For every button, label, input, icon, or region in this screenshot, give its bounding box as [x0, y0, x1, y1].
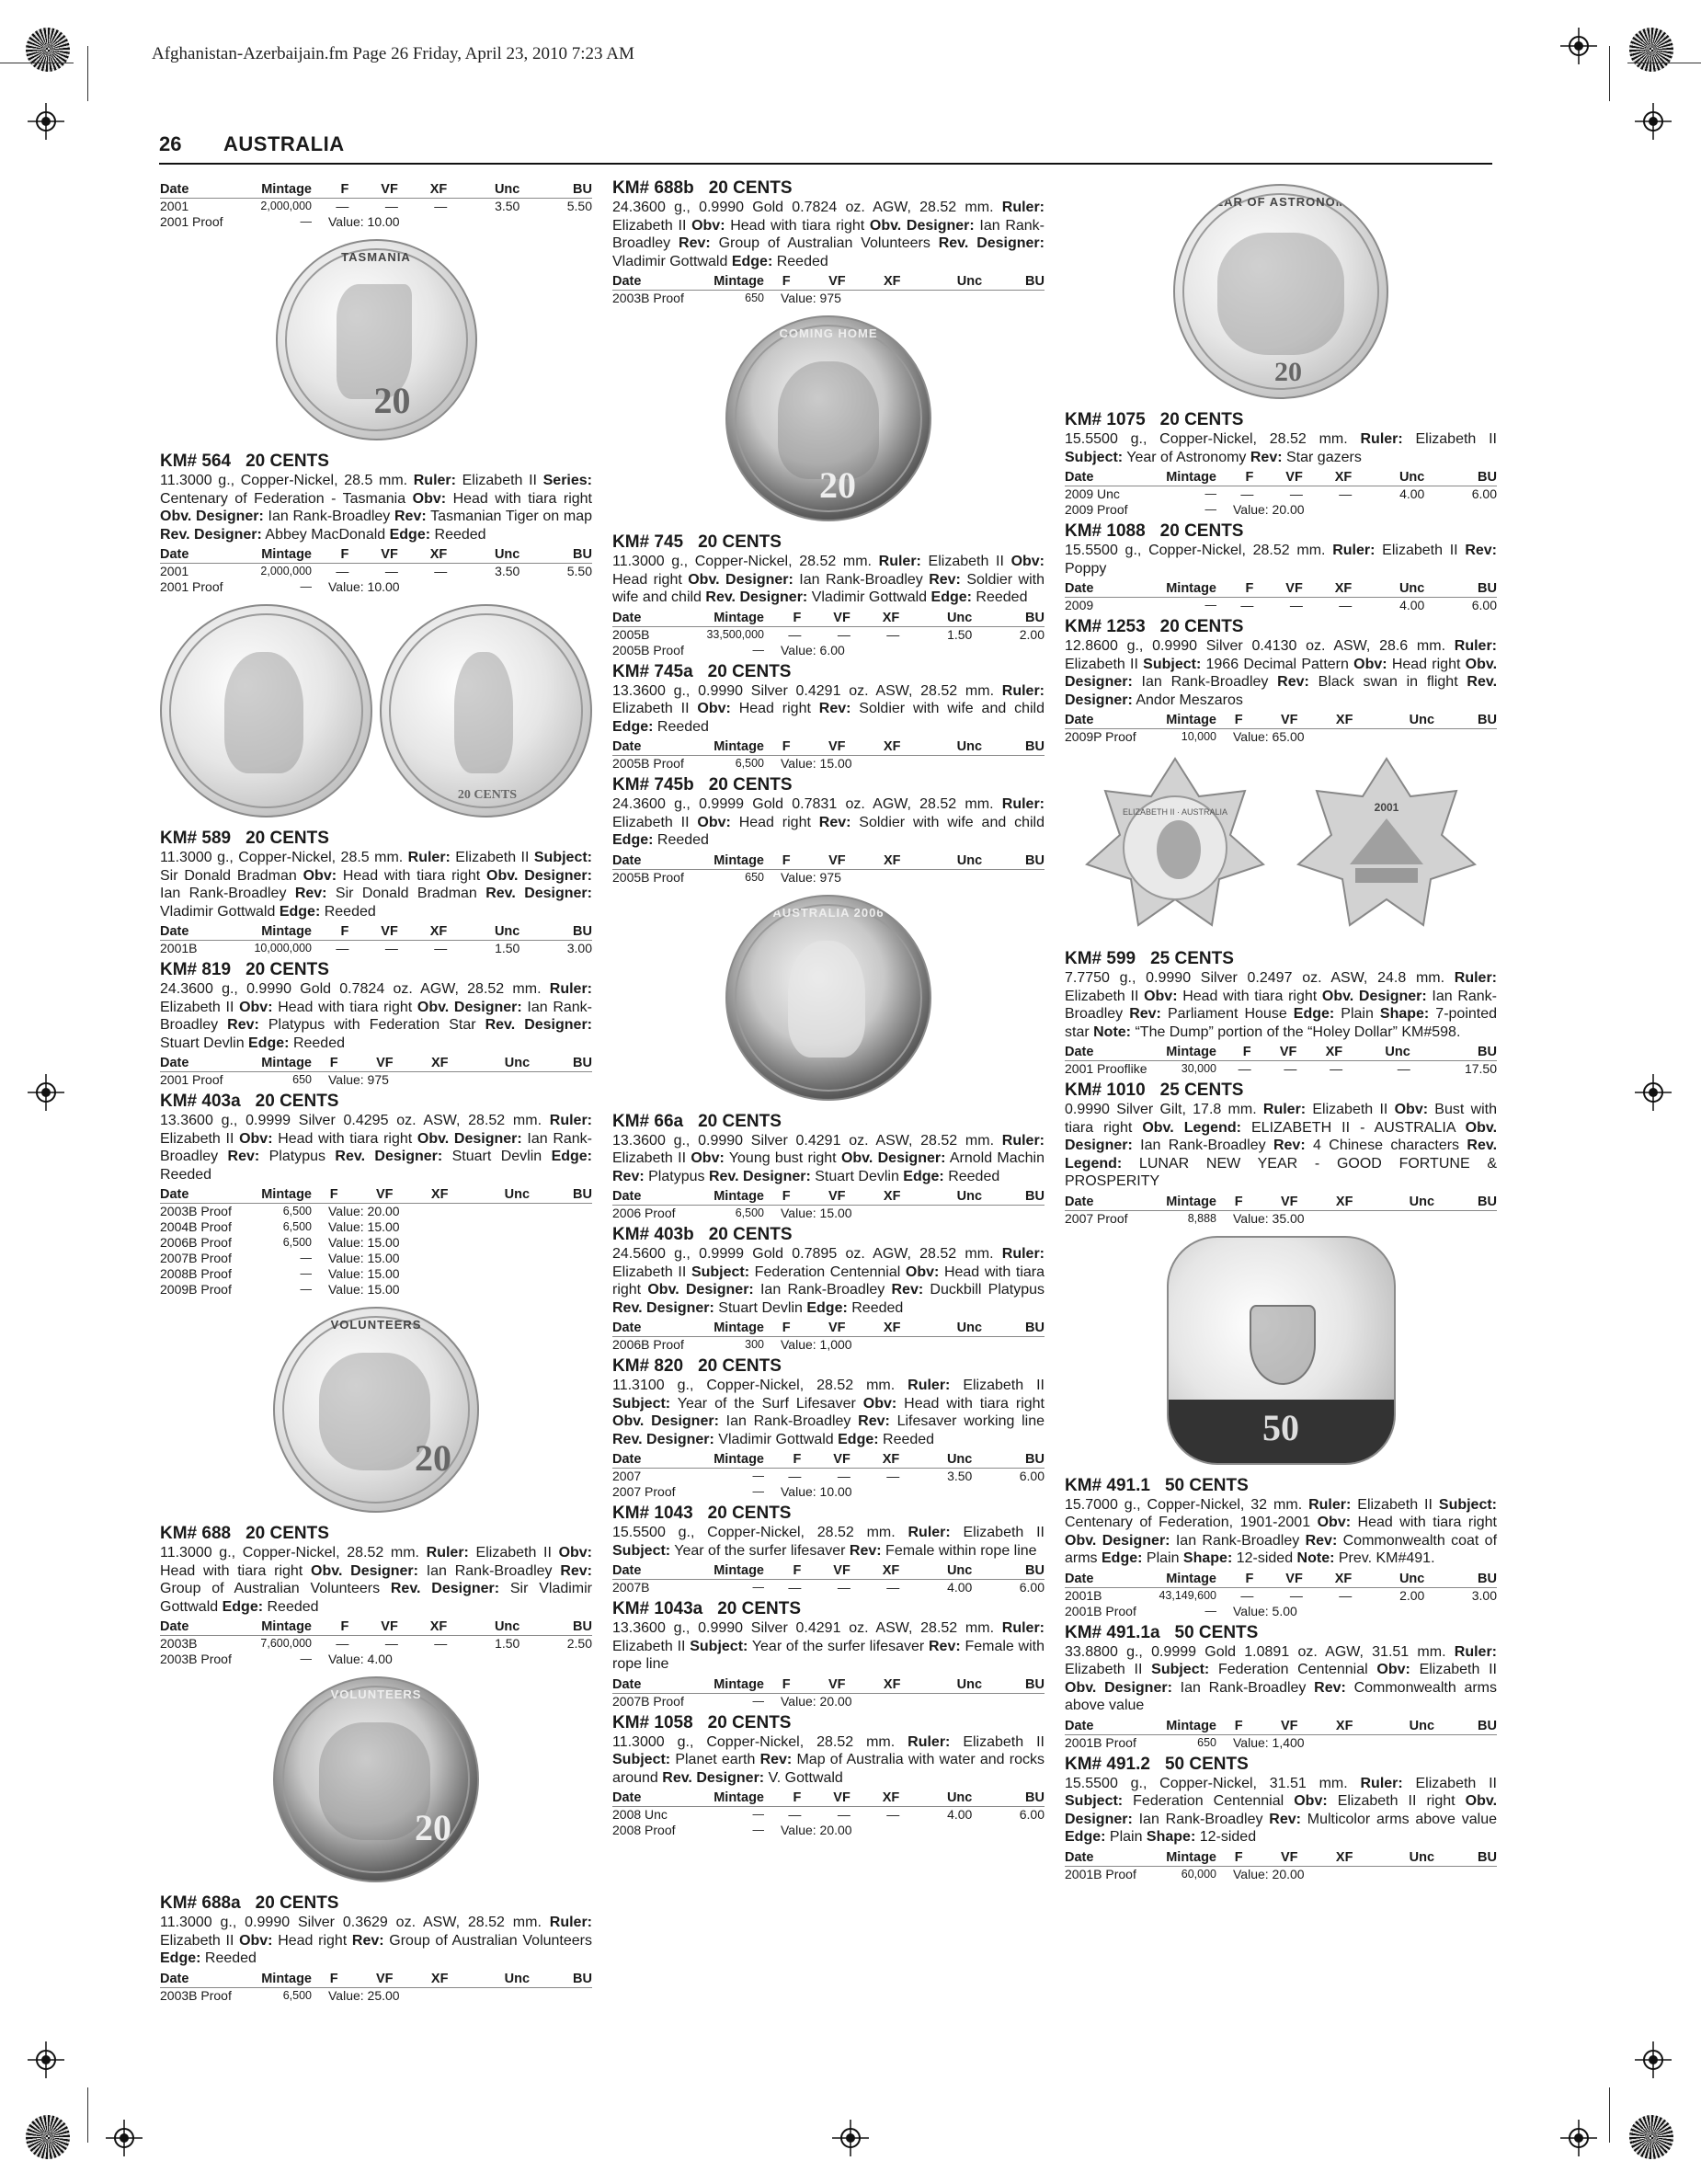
- column-2: [612, 178, 1045, 1842]
- crosshair-icon: [28, 2041, 64, 2078]
- catalog-entry-km589: [160, 829, 592, 956]
- coin-reverse-image: 20 CENTS: [380, 604, 592, 818]
- catalog-entry-km403b: [612, 1225, 1045, 1353]
- catalog-entry-km745a: [612, 662, 1045, 772]
- mintage-table: Date Mintage F VF XF Unc BU 2009P Proof 10,000 Value: 65.00: [1065, 713, 1497, 744]
- table-row: 2009B Proof — Value: 15.00: [160, 1282, 400, 1297]
- catalog-number: KM# 403a 20 CENTS: [160, 1092, 339, 1111]
- coin-description: 15.5500 g., Copper-Nickel, 31.51 mm. Ruler: Elizabeth II Subject: Federation Centennial Obv: Elizabeth II right Obv. Designer: Ian Rank-Broadley Rev: Multicolor arms above value Edge: Plain Shape: 12-sided: [1065, 1775, 1498, 1845]
- coin-image-astronomy: [1065, 184, 1497, 399]
- table-row: 2001 Proof 650 Value: 975: [160, 1072, 389, 1087]
- catalog-entry-km819: [160, 960, 592, 1088]
- catalog-number: KM# 1043a 20 CENTS: [612, 1599, 802, 1618]
- crop-line: [87, 2087, 88, 2143]
- coin-description: 15.5500 g., Copper-Nickel, 28.52 mm. Ruler: Elizabeth II Rev: Poppy: [1065, 543, 1498, 577]
- table-row: 2005B 33,500,000 — — — 1.50 2.00: [612, 626, 1045, 642]
- section-title: AUSTRALIA: [223, 132, 345, 155]
- coin-description: 24.3600 g., 0.9990 Gold 0.7824 oz. AGW, 28.52 mm. Ruler: Elizabeth II Obv: Head with tiara right Obv. Designer: Ian Rank-Broadley Rev: Platypus with Federation Star Rev. Designer: Stuart Devlin Edge: Reeded: [160, 981, 593, 1051]
- coin-image-elizabeth: [612, 895, 1045, 1101]
- catalog-number: KM# 1043 20 CENTS: [612, 1504, 792, 1523]
- coin-obverse-image: [160, 604, 372, 818]
- crosshair-icon: [1635, 2041, 1672, 2078]
- coin-description: 24.3600 g., 0.9990 Gold 0.7824 oz. AGW, 28.52 mm. Ruler: Elizabeth II Obv: Head with tiara right Obv. Designer: Ian Rank-Broadley Rev: Group of Australian Volunteers Rev. Designer: Vladimir Gottwald Edge: Reeded: [612, 200, 1045, 269]
- file-slug: Afghanistan-Azerbaijain.fm Page 26 Friday, April 23, 2010 7:23 AM: [152, 44, 634, 63]
- mintage-table: Date Mintage F VF XF Unc BU 2005B Proof 650 Value: 975: [612, 852, 1045, 885]
- coin-image-tasmania: [160, 239, 592, 440]
- catalog-entry-km564: [160, 452, 592, 595]
- table-row: 2007 — — — — 3.50 6.00: [612, 1469, 1045, 1483]
- catalog-entry-km820: [612, 1356, 1045, 1500]
- crosshair-icon: [832, 2120, 869, 2156]
- crosshair-icon: [28, 103, 64, 140]
- catalog-entry-km745: [612, 532, 1045, 658]
- catalog-number: KM# 491.1a 50 CENTS: [1065, 1622, 1259, 1642]
- catalog-entry-km688b: [612, 178, 1045, 306]
- mintage-table: Date Mintage F VF XF Unc BU 2005B 33,500,000 — — — 1.50 2.00 2005B Proof — Value: 6.00: [612, 610, 1045, 657]
- crosshair-icon: [1635, 103, 1672, 140]
- mintage-table: Date Mintage F VF XF Unc BU 2007B Proof — Value: 20.00: [612, 1676, 1045, 1709]
- table-row: 2007B — — — — 4.00 6.00: [612, 1580, 1045, 1595]
- coin-description: 13.3600 g., 0.9990 Silver 0.4291 oz. ASW, 28.52 mm. Ruler: Elizabeth II Obv: Young bust right Obv. Designer: Arnold Machin Rev: Platypus Rev. Designer: Stuart Devlin Edge: Reeded: [612, 1132, 1045, 1184]
- table-row: 2001 Proof — Value: 10.00: [160, 579, 400, 594]
- table-row: 2009P Proof 10,000 Value: 65.00: [1065, 729, 1305, 744]
- coin-image-volunteers: [160, 1307, 592, 1513]
- mintage-table: Date Mintage F VF XF Unc BU 2007 — — — — 3.50 6.00 2007 Proof — Value: 10.00: [612, 1452, 1045, 1499]
- coin-description: 24.3600 g., 0.9999 Gold 0.7831 oz. AGW, 28.52 mm. Ruler: Elizabeth II Obv: Head right Rev: Soldier with wife and child Edge: Reeded: [612, 796, 1045, 848]
- coin-obverse-image: AUSTRALIA 2006: [725, 895, 931, 1101]
- coin-reverse-image: COMING HOME 20: [725, 315, 931, 521]
- catalog-number: KM# 599 25 CENTS: [1065, 949, 1234, 968]
- mintage-table: Date Mintage F VF XF Unc BU 2006B Proof 300 Value: 1,000: [612, 1321, 1045, 1352]
- coin-description: 24.5600 g., 0.9999 Gold 0.7895 oz. AGW, 28.52 mm. Ruler: Elizabeth II Subject: Federation Centennial Obv: Head with tiara right Obv. Designer: Ian Rank-Broadley Rev: Duckbill Platypus Rev. Designer: Stuart Devlin Edge: Reeded: [612, 1246, 1045, 1316]
- mintage-table: Date Mintage F VF XF Unc BU 2007B — — — — 4.00 6.00: [612, 1563, 1045, 1595]
- coin-description: 15.5500 g., Copper-Nickel, 28.52 mm. Ruler: Elizabeth II Subject: Year of Astronomy Rev: Star gazers: [1065, 431, 1497, 465]
- registration-disc-top-left: [26, 28, 70, 72]
- coin-description: 7.7750 g., 0.9990 Silver 0.2497 oz. ASW, 24.8 mm. Ruler: Elizabeth II Obv: Head with tiara right Obv. Designer: Ian Rank-Broadley Rev: Parliament House Edge: Plain Shape: 7-pointed star Note: “The Dump” portion of the “Holey Dollar” KM#598.: [1065, 970, 1498, 1040]
- coin-reverse-image: YEAR OF ASTRONOMY 20: [1173, 184, 1388, 399]
- coin-reverse-image: [1295, 754, 1478, 938]
- table-row: 2001B 43,149,600 — — — 2.00 3.00: [1065, 1587, 1497, 1603]
- crop-line: [87, 46, 88, 101]
- coin-image-volunteers-silver: [160, 1676, 592, 1882]
- table-row: 2009 Unc — — — — 4.00 6.00: [1065, 486, 1497, 501]
- crosshair-icon: [1635, 1074, 1672, 1111]
- catalog-entry-km745b: [612, 775, 1045, 886]
- catalog-entry-km688a: [160, 1893, 592, 2004]
- coin-reverse-image: TASMANIA 20: [276, 239, 477, 440]
- svg-text:ELIZABETH II · AUSTRALIA: ELIZABETH II · AUSTRALIA: [1122, 807, 1228, 817]
- catalog-entry-km688: [160, 1524, 592, 1667]
- table-row: 2001B Proof 60,000 Value: 20.00: [1065, 1866, 1305, 1881]
- catalog-entry-km491-1a: [1065, 1623, 1497, 1751]
- crosshair-icon: [1560, 28, 1597, 64]
- running-header: [159, 130, 1492, 165]
- table-row: 2001 2,000,000 — — — 3.50 5.50: [160, 564, 592, 578]
- catalog-number: KM# 1010 25 CENTS: [1065, 1081, 1244, 1100]
- page-number: 26: [159, 132, 182, 155]
- table-row: 2001 2,000,000 — — — 3.50 5.50: [160, 199, 592, 213]
- catalog-entry-km1058: [612, 1713, 1045, 1839]
- table-row: 2007B Proof — Value: 20.00: [612, 1693, 852, 1709]
- coin-description: 15.7000 g., Copper-Nickel, 32 mm. Ruler: Elizabeth II Subject: Centenary of Federation, 1901-2001 Obv: Head with tiara right Obv. Designer: Ian Rank-Broadley Rev: Commonwealth coat of arms Edge: Plain Shape: 12-sided Note: Prev. KM#491.: [1065, 1496, 1498, 1566]
- coin-description: 33.8800 g., 0.9999 Gold 1.0891 oz. AGW, 31.51 mm. Ruler: Elizabeth II Subject: Federation Centennial Obv: Elizabeth II Obv. Designer: Ian Rank-Broadley Rev: Commonwealth arms above value: [1065, 1643, 1498, 1713]
- mintage-table: Date Mintage F VF XF Unc BU 2001 Proof 650 Value: 975: [160, 1056, 592, 1087]
- crosshair-icon: [1560, 2120, 1597, 2156]
- catalog-number: KM# 745b 20 CENTS: [612, 775, 793, 795]
- table-row: 2005B Proof — Value: 6.00: [612, 642, 845, 657]
- mintage-table: Date Mintage F VF XF Unc BU 2001B 43,149,600 — — — 2.00 3.00 2001B Proof — Value: 5.00: [1065, 1571, 1497, 1618]
- column-1: [160, 175, 592, 2007]
- catalog-number: KM# 745 20 CENTS: [612, 532, 782, 552]
- mintage-table: Date Mintage F VF XF Unc BU 2009 Unc — — — — 4.00 6.00 2009 Proof — Value: 20.00: [1065, 470, 1497, 517]
- coin-description: 11.3000 g., Copper-Nickel, 28.5 mm. Ruler: Elizabeth II Subject: Sir Donald Bradman Obv: Head with tiara right Obv. Designer: Ian Rank-Broadley Rev: Sir Donald Bradman Rev. Designer: Vladimir Gottwald Edge: Reeded: [160, 850, 592, 920]
- column-3: [1065, 184, 1497, 1886]
- table-row: 2009 Proof — Value: 20.00: [1065, 502, 1305, 517]
- table-row: 2001 Prooflike 30,000 — — — — 17.50: [1065, 1061, 1497, 1076]
- catalog-number: KM# 1088 20 CENTS: [1065, 521, 1244, 541]
- coin-description: 13.3600 g., 0.9990 Silver 0.4291 oz. ASW, 28.52 mm. Ruler: Elizabeth II Subject: Year of the surfer lifesaver Rev: Female with rope line: [612, 1620, 1045, 1672]
- table-row: 2003B 7,600,000 — — — 1.50 2.50: [160, 1636, 592, 1651]
- table-row: 2003B Proof 650 Value: 975: [612, 291, 841, 305]
- coin-description: 0.9990 Silver Gilt, 17.8 mm. Ruler: Elizabeth II Obv: Bust with tiara right Obv. Legend: ELIZABETH II - AUSTRALIA Obv. Designer: Ian Rank-Broadley Rev: 4 Chinese characters Rev. Legend: LUNAR NEW YEAR - GOOD FORTUNE & PROSPERITY: [1065, 1102, 1498, 1189]
- coin-description: 11.3000 g., Copper-Nickel, 28.52 mm. Ruler: Elizabeth II Subject: Planet earth Rev: Map of Australia with water and rocks around Rev. Designer: V. Gottwald: [612, 1733, 1045, 1786]
- crosshair-icon: [106, 2120, 143, 2156]
- catalog-number: KM# 1075 20 CENTS: [1065, 410, 1244, 429]
- svg-text:2001: 2001: [1374, 801, 1399, 814]
- catalog-number: KM# 564 20 CENTS: [160, 452, 329, 471]
- coin-image-bradman: [160, 604, 592, 818]
- coin-description: 12.8600 g., 0.9990 Silver 0.4130 oz. ASW, 28.6 mm. Ruler: Elizabeth II Subject: 1966 Decimal Pattern Obv: Head right Obv. Designer: Ian Rank-Broadley Rev: Black swan in flight Rev. Designer: Andor Meszaros: [1065, 638, 1498, 708]
- registration-disc-top-right: [1629, 28, 1673, 72]
- table-row: 2007 Proof 8,888 Value: 35.00: [1065, 1210, 1305, 1226]
- catalog-entry-km491-1: [1065, 1476, 1497, 1619]
- table-row: 2007B Proof — Value: 15.00: [160, 1251, 400, 1265]
- catalog-number: KM# 589 20 CENTS: [160, 829, 329, 848]
- mintage-table: Date Mintage F VF XF Unc BU 2003B 7,600,000 — — — 1.50 2.50 2003B Proof — Value: 4.00: [160, 1619, 592, 1666]
- coin-reverse-image: VOLUNTEERS 20: [273, 1307, 479, 1513]
- catalog-entry-km403a: [160, 1092, 592, 1298]
- table-row: 2008B Proof — Value: 15.00: [160, 1266, 400, 1281]
- registration-disc-bottom-left: [26, 2115, 70, 2159]
- mintage-table: Date Mintage F VF XF Unc BU 2001B Proof 650 Value: 1,400: [1065, 1718, 1497, 1750]
- coin-description: 13.3600 g., 0.9990 Silver 0.4291 oz. ASW, 28.52 mm. Ruler: Elizabeth II Obv: Head right Rev: Soldier with wife and child Edge: Reeded: [612, 682, 1045, 735]
- catalog-number: KM# 1253 20 CENTS: [1065, 617, 1244, 636]
- coin-description: 11.3000 g., Copper-Nickel, 28.52 mm. Ruler: Elizabeth II Obv: Head right Obv. Designer: Ian Rank-Broadley Rev: Soldier with wife and child Rev. Designer: Vladimir Gottwald Edge: Reeded: [612, 554, 1045, 605]
- mintage-table: Date Mintage F VF XF Unc BU 2001 Prooflike 30,000 — — — — 17.50: [1065, 1045, 1497, 1076]
- mintage-table: Date Mintage F VF XF Unc BU 2001 2,000,000 — — — 3.50 5.50 2001 Proof — Value: 10.00: [160, 182, 592, 229]
- catalog-number: KM# 819 20 CENTS: [160, 960, 329, 979]
- catalog-entry-km1253: [1065, 617, 1497, 745]
- coin-description: 11.3000 g., Copper-Nickel, 28.52 mm. Ruler: Elizabeth II Obv: Head with tiara right Obv. Designer: Ian Rank-Broadley Rev: Group of Australian Volunteers Rev. Designer: Sir Vladimir Gottwald Edge: Reeded: [160, 1545, 593, 1615]
- table-row: 2003B Proof 6,500 Value: 25.00: [160, 1987, 400, 2003]
- catalog-number: KM# 688b 20 CENTS: [612, 178, 793, 198]
- catalog-entry-km1043: [612, 1504, 1045, 1595]
- table-row: 2001B Proof — Value: 5.00: [1065, 1603, 1297, 1618]
- table-row: 2008 Proof — Value: 20.00: [612, 1823, 852, 1837]
- table-row: 2004B Proof 6,500 Value: 15.00: [160, 1219, 400, 1234]
- coin-reverse-image: 50: [1167, 1236, 1396, 1465]
- mintage-table: Date Mintage F VF XF Unc BU 2006 Proof 6,500 Value: 15.00: [612, 1189, 1045, 1220]
- coin-description: 11.3100 g., Copper-Nickel, 28.52 mm. Ruler: Elizabeth II Subject: Year of the Surf Lifesaver Obv: Head with tiara right Obv. Designer: Ian Rank-Broadley Rev: Lifesaver working line Rev. Designer: Vladimir Gottwald Edge: Reeded: [612, 1378, 1045, 1447]
- crop-line: [1609, 46, 1610, 101]
- table-row: 2006B Proof 6,500 Value: 15.00: [160, 1235, 400, 1250]
- table-row: 2003B Proof — Value: 4.00: [160, 1652, 393, 1666]
- coin-image-star: [1065, 754, 1497, 938]
- catalog-number: KM# 66a 20 CENTS: [612, 1111, 782, 1131]
- catalog-entry-km491-2: [1065, 1755, 1497, 1882]
- catalog-number: KM# 820 20 CENTS: [612, 1356, 782, 1376]
- catalog-number: KM# 491.2 50 CENTS: [1065, 1754, 1249, 1774]
- catalog-number: KM# 745a 20 CENTS: [612, 661, 792, 681]
- catalog-number: KM# 688a 20 CENTS: [160, 1893, 339, 1913]
- coin-obverse-image: [1083, 754, 1267, 938]
- mintage-table: Date Mintage F VF XF Unc BU 2005B Proof 6,500 Value: 15.00: [612, 739, 1045, 771]
- table-row: 2006B Proof 300 Value: 1,000: [612, 1337, 852, 1352]
- coin-image-coming-home: [612, 315, 1045, 521]
- catalog-entry-km66a: [612, 1112, 1045, 1222]
- coin-description: 13.3600 g., 0.9999 Silver 0.4295 oz. ASW, 28.52 mm. Ruler: Elizabeth II Obv: Head with tiara right Obv. Designer: Ian Rank-Broadley Rev: Platypus Rev. Designer: Stuart Devlin Edge: Reeded: [160, 1113, 593, 1183]
- mintage-table: Date Mintage F VF XF Unc BU 2003B Proof 650 Value: 975: [612, 274, 1045, 305]
- catalog-entry-km1010: [1065, 1081, 1497, 1227]
- table-row: 2003B Proof 6,500 Value: 20.00: [160, 1204, 400, 1218]
- mintage-table: Date Mintage F VF XF Unc BU 2001 2,000,000 — — — 3.50 5.50 2001 Proof — Value: 10.00: [160, 547, 592, 594]
- table-row: 2006 Proof 6,500 Value: 15.00: [612, 1206, 852, 1220]
- mintage-table: Date Mintage F VF XF Unc BU 2001B 10,000,000 — — — 1.50 3.00: [160, 924, 592, 955]
- table-row: 2001 Proof — Value: 10.00: [160, 214, 400, 229]
- mintage-table: Date Mintage F VF XF Unc BU 2007 Proof 8,888 Value: 35.00: [1065, 1194, 1497, 1226]
- table-row: 2008 Unc — — — — 4.00 6.00: [612, 1807, 1045, 1822]
- table-row: 2007 Proof — Value: 10.00: [612, 1484, 852, 1499]
- table-row: 2005B Proof 650 Value: 975: [612, 869, 841, 885]
- catalog-number: KM# 1058 20 CENTS: [612, 1712, 792, 1732]
- catalog-entry-km1088: [1065, 521, 1497, 613]
- mintage-table: Date Mintage F VF XF Unc BU 2003B Proof 6,500 Value: 25.00: [160, 1971, 592, 2003]
- catalog-entry-km599: [1065, 949, 1497, 1077]
- registration-disc-bottom-right: [1629, 2115, 1673, 2159]
- table-row: 2009 — — — — 4.00 6.00: [1065, 598, 1497, 612]
- coin-image-fifty-cents: [1065, 1236, 1497, 1465]
- catalog-entry-km1043a: [612, 1599, 1045, 1709]
- catalog-entry-km1075: [1065, 410, 1497, 518]
- mintage-table: Date Mintage F VF XF Unc BU 2009 — — — — 4.00 6.00: [1065, 581, 1497, 612]
- mintage-table: Date Mintage F VF XF Unc BU 2008 Unc — — — — 4.00 6.00 2008 Proof — Value: 20.00: [612, 1790, 1045, 1837]
- coin-description: 15.5500 g., Copper-Nickel, 28.52 mm. Ruler: Elizabeth II Subject: Year of the surfer lifesaver Rev: Female within rope line: [612, 1525, 1045, 1559]
- catalog-number: KM# 403b 20 CENTS: [612, 1225, 793, 1244]
- mintage-table: Date Mintage F VF XF Unc BU 2001B Proof 60,000 Value: 20.00: [1065, 1849, 1497, 1881]
- coin-description: 11.3000 g., Copper-Nickel, 28.5 mm. Ruler: Elizabeth II Series: Centenary of Federation - Tasmania Obv: Head with tiara right Obv. Designer: Ian Rank-Broadley Rev: Tasmanian Tiger on map Rev. Designer: Abbey MacDonald Edge: Reeded: [160, 473, 593, 543]
- catalog-number: KM# 491.1 50 CENTS: [1065, 1475, 1249, 1495]
- coin-description: 11.3000 g., 0.9990 Silver 0.3629 oz. ASW, 28.52 mm. Ruler: Elizabeth II Obv: Head right Rev: Group of Australian Volunteers Edge: Reeded: [160, 1915, 592, 1966]
- crosshair-icon: [28, 1074, 64, 1111]
- mintage-table: Date Mintage F VF XF Unc BU 2003B Proof 6,500 Value: 20.00 2004B Proof 6,500 Value: 15.00 2006B Proof 6,500 Value: 15.00 2007B Proof — Value: 15.00 2008B Proof — Value: 15.00 2009B Proof — Value: 15.00: [160, 1187, 592, 1297]
- table-row: 2005B Proof 6,500 Value: 15.00: [612, 756, 852, 771]
- table-row: 2001B 10,000,000 — — — 1.50 3.00: [160, 941, 592, 955]
- catalog-number: KM# 688 20 CENTS: [160, 1524, 329, 1543]
- table-row: 2001B Proof 650 Value: 1,400: [1065, 1734, 1305, 1750]
- coin-reverse-image: VOLUNTEERS 20: [273, 1676, 479, 1882]
- crop-line: [1609, 2087, 1610, 2143]
